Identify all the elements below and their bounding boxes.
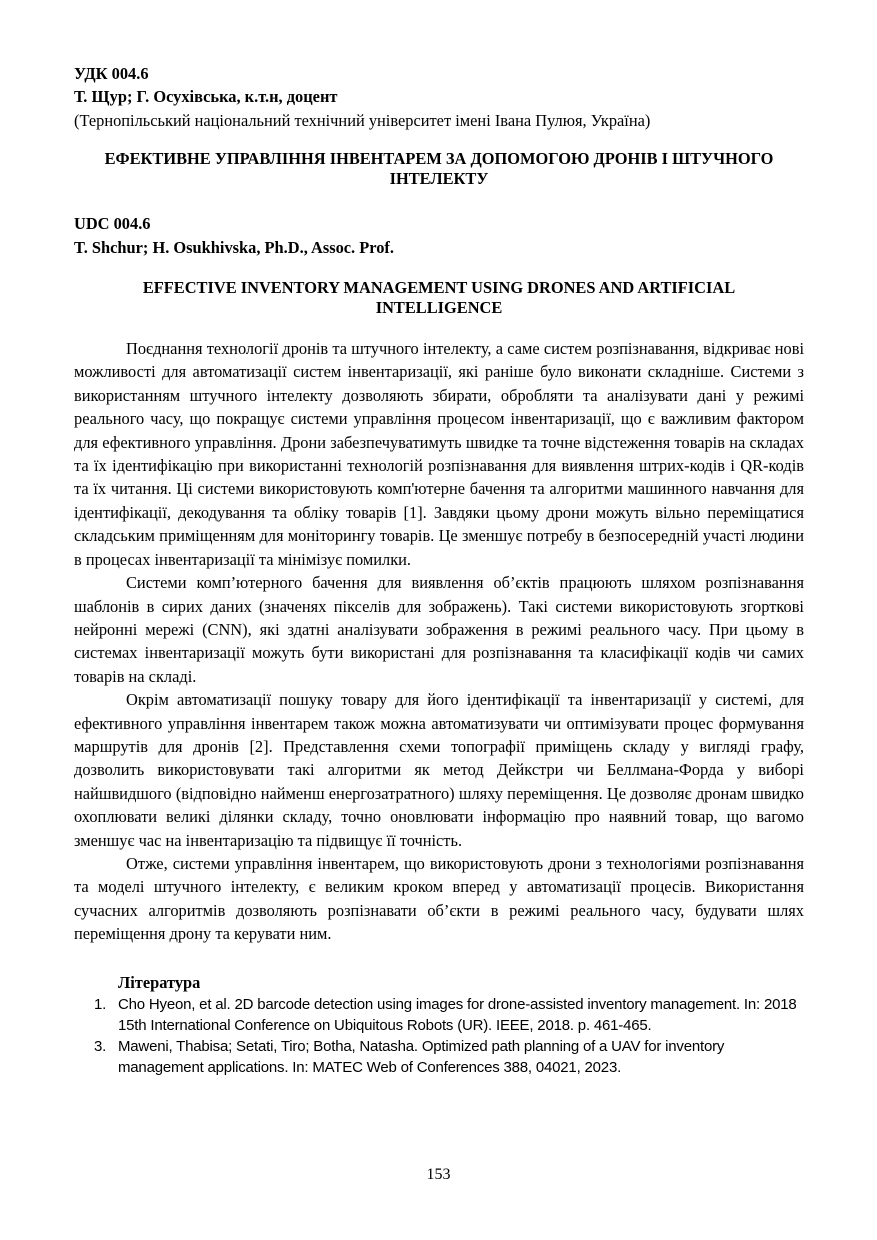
reference-list: [74, 994, 804, 1078]
reference-item: [74, 994, 804, 1036]
authors-en: T. Shchur; H. Osukhivska, Ph.D., Assoc. Prof.: [74, 237, 394, 257]
header-ua: [74, 62, 804, 132]
header-en: [74, 212, 804, 259]
reference-number: 3.: [94, 1037, 107, 1055]
udc-en: UDC 004.6: [74, 214, 151, 234]
paragraph: Окрім автоматизації пошуку товару для його ідентифікації та інвентаризації у системі, для ефективного управління інвентарем також можна автоматизувати чи оптимізувати процес формування маршрутів для дронів [2]. Представлення схеми топографії приміщень складу у вигляді графу, дозволить використовувати такі алгоритми як метод Дейкстри чи Беллмана-Форда у виборі найшвидшого (відповідно найменш енергозатратного) шляху переміщення. Це дозволяє дронам швидко охоплювати великі ділянки складу, точно оновлювати інформацію про наявний товар, що вагомо зменшує час на інвентаризацію та підвищує її точність.: [74, 690, 804, 850]
authors-ua: Т. Щур; Г. Осухівська, к.т.н, доцент: [74, 87, 338, 107]
reference-text: Cho Hyeon, et al. 2D barcode detection using images for drone-assisted inventory management. In: 2018 15th International Conference on Ubiquitous Robots (UR). IEEE, 2018. p. 461-465.: [118, 995, 797, 1034]
body-text: [74, 337, 804, 946]
title-ua: [74, 149, 804, 189]
udc-ua: УДК 004.6: [74, 64, 149, 83]
title-ua-line1: ЕФЕКТИВНЕ УПРАВЛІННЯ ІНВЕНТАРЕМ ЗА ДОПОМОГОЮ ДРОНІВ І ШТУЧНОГО: [104, 149, 774, 169]
title-ua-line2: ІНТЕЛЕКТУ: [389, 169, 489, 189]
title-en: [74, 278, 804, 318]
paper-page: [74, 62, 804, 1078]
reference-number: 1.: [94, 995, 107, 1013]
paragraph: Отже, системи управління інвентарем, що використовують дрони з технологіями розпізнавання та моделі штучного інтелекту, є великим кроком вперед у автоматизації процесів. Використання сучасних алгоритмів дозволяють розпізнавати об’єкти в режимі реального часу, будувати шлях переміщення дрону та керувати ним.: [74, 853, 804, 944]
paragraph: Системи комп’ютерного бачення для виявлення об’єктів працюють шляхом розпізнавання шаблонів в сирих даних (значенях пікселів для зображень). Такі системи використовують згорткові нейронні мережі (CNN), які здатні аналізувати зображення в режимі реального часу. При цьому в системах інвентаризації можуть бути використані для розпізнавання та класифікації кодів чи самих товарів на складі.: [74, 573, 804, 686]
reference-item: [74, 1036, 804, 1078]
title-en-line1: EFFECTIVE INVENTORY MANAGEMENT USING DRONES AND ARTIFICIAL: [142, 278, 736, 298]
affiliation-ua: (Тернопільський національний технічний університет імені Івана Пулюя, Україна): [74, 110, 651, 130]
paragraph: Поєднання технології дронів та штучного інтелекту, а саме систем розпізнавання, відкриває нові можливості для автоматизації систем інвентаризації, які раніше було виконати складніше. Системи з використанням штучного інтелекту дозволяють збирати, обробляти та аналізувати дані у режимі реального часу, що покращує системи управління процесом інвентаризації, що є важливим фактором для ефективного управління. Дрони забезпечуватимуть швидке та точне відстеження товарів на складах та їх ідентифікацію при використанні технологій розпізнавання для виявлення штрих-кодів і QR-кодів та їх читання. Ці системи використовують комп'ютерне бачення та алгоритми машинного навчання для ідентифікації, декодування та обліку товарів [1]. Завдяки цьому дрони можуть вільно переміщатися складським приміщенням для моніторингу товарів. Це зменшує потребу в безпосередній участі людини в процесах інвентаризації та мінімізує помилки.: [74, 339, 804, 569]
page-number: 153: [426, 1166, 451, 1183]
title-en-line2: INTELLIGENCE: [375, 298, 503, 318]
literature-heading: Література: [118, 972, 201, 992]
reference-text: Maweni, Thabisa; Setati, Tiro; Botha, Natasha. Optimized path planning of a UAV for inventory management applications. In: MATEC Web of Conferences 388, 04021, 2023.: [118, 1037, 725, 1076]
